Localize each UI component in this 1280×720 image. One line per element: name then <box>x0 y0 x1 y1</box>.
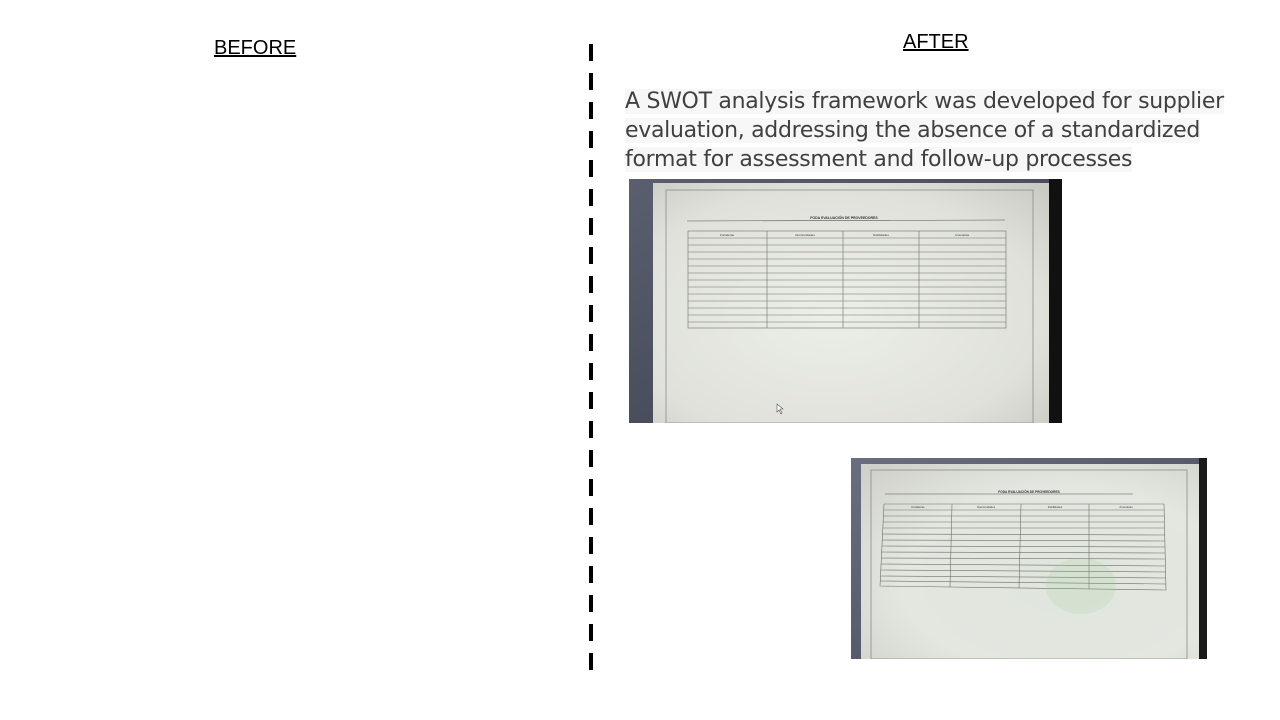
swot-form-photo-1 <box>629 179 1062 423</box>
after-description <box>625 87 1225 174</box>
photo-1-col-opportunities: Oportunidades <box>795 233 815 237</box>
photo-1-form-title: FODA EVALUACIÓN DE PROVEEDORES <box>810 216 878 220</box>
photo-1-col-threats: Amenazas <box>954 233 970 237</box>
photo-2-col-opportunities: Oportunidades <box>976 505 996 509</box>
after-heading: AFTER <box>903 31 969 53</box>
dashed-divider <box>589 44 593 678</box>
after-description-text: A SWOT analysis framework was developed for supplier evaluation, addressing the absence of a standardized format for assessment and follow-up processes <box>625 89 1224 172</box>
swot-form-photo-2 <box>851 458 1207 659</box>
photo-2-col-threats: Amenazas <box>1119 505 1133 509</box>
swot-form-photo-1-image <box>629 179 1062 423</box>
photo-1-col-strengths: Fortalezas <box>719 233 735 237</box>
photo-1-col-weaknesses: Debilidades <box>873 233 889 237</box>
photo-2-col-strengths: Fortalezas <box>911 505 925 509</box>
before-heading: BEFORE <box>214 37 297 59</box>
swot-form-photo-2-image <box>851 458 1207 659</box>
photo-2-form-title: FODA EVALUACIÓN DE PROVEEDORES <box>998 490 1060 494</box>
photo-2-col-weaknesses: Debilidades <box>1047 505 1063 509</box>
